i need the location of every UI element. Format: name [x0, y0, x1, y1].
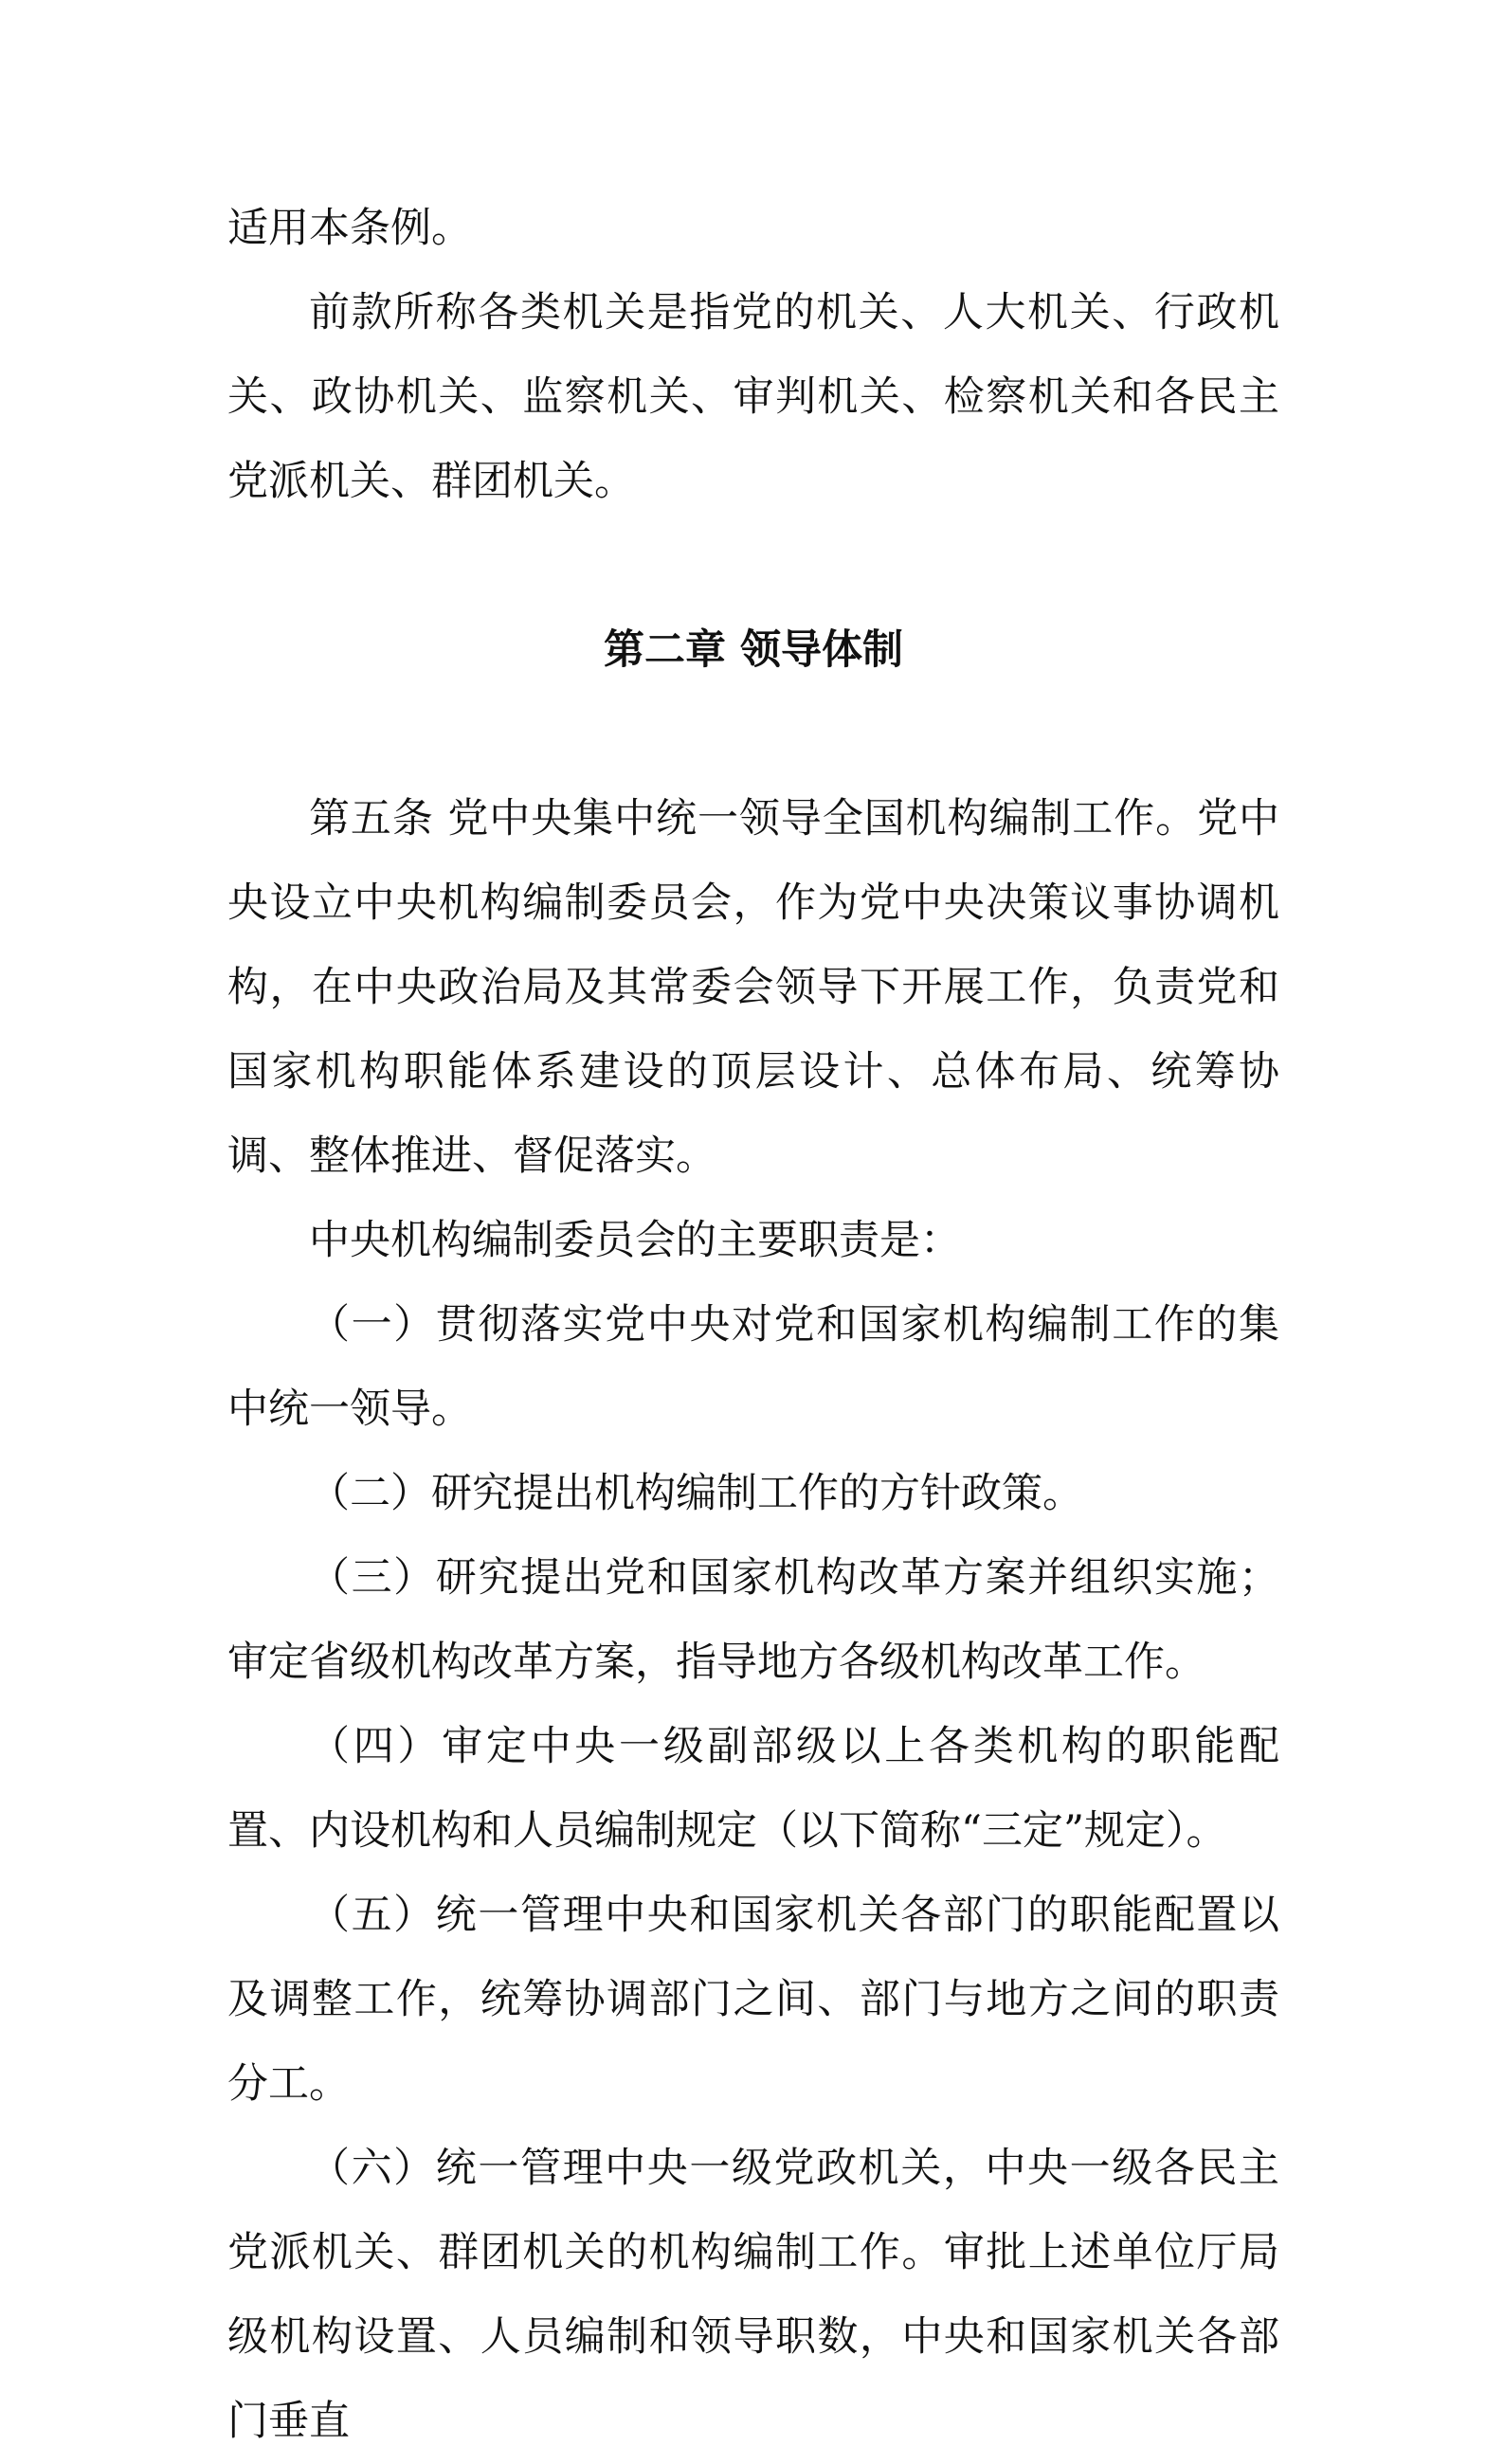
spacer	[227, 524, 1279, 608]
paragraph-continuation: 适用本条例。	[227, 205, 472, 252]
responsibility-item-2: （二）研究提出机构编制工作的方针政策。	[309, 1470, 1083, 1517]
responsibility-item-5: （五）统一管理中央和国家机关各部门的职能配置以及调整工作，统筹协调部门之间、部门与地方之间的职责分工。	[227, 1892, 1279, 2108]
document-body	[227, 187, 1279, 2464]
responsibility-item-3: （三）研究提出党和国家机构改革方案并组织实施；审定省级机构改革方案，指导地方各级机构改革工作。	[227, 1554, 1279, 1686]
responsibility-item-4: （四）审定中央一级副部级以上各类机构的职能配置、内设机构和人员编制规定（以下简称“三定”规定）。	[227, 1723, 1279, 1855]
responsibility-item-6: （六）统一管理中央一级党政机关，中央一级各民主党派机关、群团机关的机构编制工作。审批上述单位厅局级机构设置、人员编制和领导职数，中央和国家机关各部门垂直	[227, 2145, 1279, 2445]
spacer	[227, 693, 1279, 777]
article-five: 第五条 党中央集中统一领导全国机构编制工作。党中央设立中央机构编制委员会，作为党中央决策议事协调机构，在中央政治局及其常委会领导下开展工作，负责党和国家机构职能体系建设的顶层设计、总体布局、统筹协调、整体推进、督促落实。	[227, 795, 1279, 1180]
chapter-heading: 第二章 领导体制	[604, 626, 903, 674]
paragraph-organ-definition: 前款所称各类机关是指党的机关、人大机关、行政机关、政协机关、监察机关、审判机关、检察机关和各民主党派机关、群团机关。	[227, 289, 1279, 505]
responsibility-item-1: （一）贯彻落实党中央对党和国家机构编制工作的集中统一领导。	[227, 1301, 1279, 1433]
responsibilities-intro: 中央机构编制委员会的主要职责是：	[309, 1217, 961, 1264]
